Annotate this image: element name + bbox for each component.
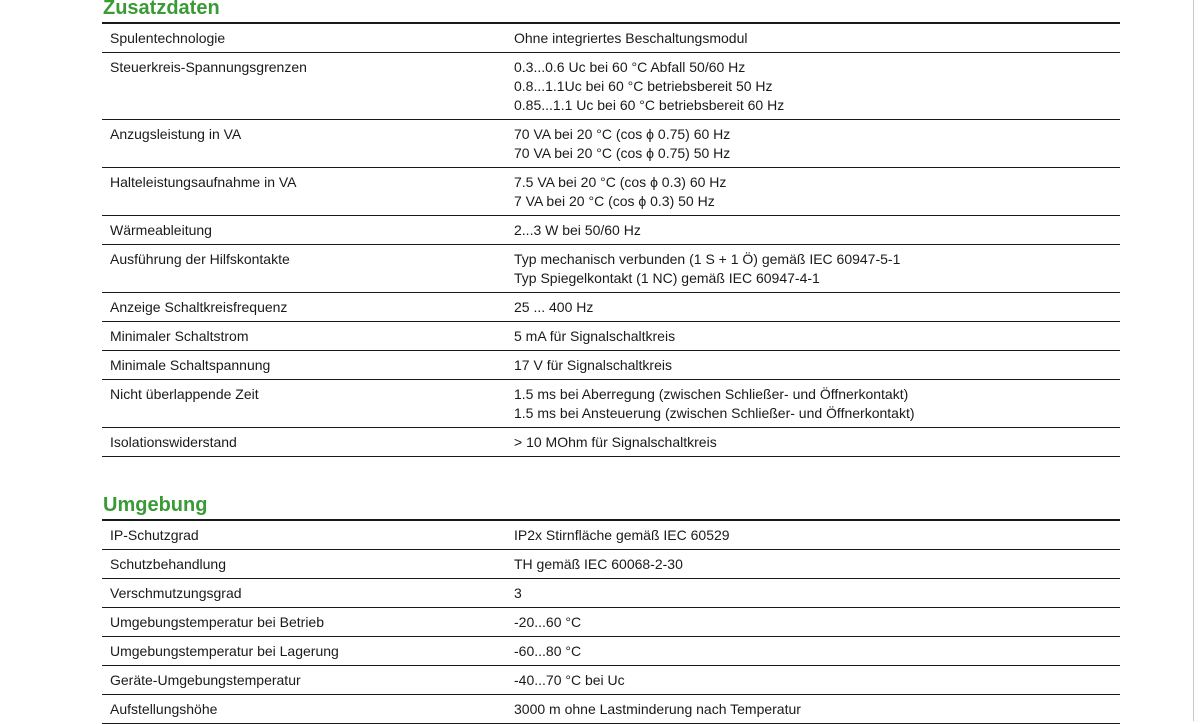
spec-label: Isolationswiderstand	[102, 428, 512, 457]
spec-label: Aufstellungshöhe	[102, 695, 512, 724]
spec-row	[102, 579, 1120, 608]
spec-label: Anzeige Schaltkreisfrequenz	[102, 293, 512, 322]
spec-value	[512, 608, 1120, 637]
spec-row	[102, 380, 1120, 428]
spec-value-line: 5 mA für Signalschaltkreis	[514, 328, 676, 344]
spec-value	[512, 293, 1120, 322]
spec-value	[512, 24, 1120, 53]
spec-row	[102, 168, 1120, 216]
spec-row	[102, 608, 1120, 637]
spec-row	[102, 521, 1120, 550]
spec-value	[512, 168, 1120, 216]
spec-value	[512, 428, 1120, 457]
spec-value-line: 70 VA bei 20 °C (cos ϕ 0.75) 60 Hz	[514, 126, 731, 142]
spec-label: Spulentechnologie	[102, 24, 512, 53]
spec-value-line: Typ Spiegelkontakt (1 NC) gemäß IEC 60947-4-1	[514, 270, 820, 286]
spec-label: Umgebungstemperatur bei Lagerung	[102, 637, 512, 666]
spec-value-line: 7 VA bei 20 °C (cos ϕ 0.3) 50 Hz	[514, 193, 715, 209]
spec-row	[102, 245, 1120, 293]
spec-label: Anzugsleistung in VA	[102, 120, 512, 168]
spec-value	[512, 351, 1120, 380]
spec-value	[512, 380, 1120, 428]
spec-value	[512, 695, 1120, 724]
spec-label: Halteleistungsaufnahme in VA	[102, 168, 512, 216]
spec-label: Nicht überlappende Zeit	[102, 380, 512, 428]
spec-row	[102, 216, 1120, 245]
spec-label: Umgebungstemperatur bei Betrieb	[102, 608, 512, 637]
spec-label: Schutzbehandlung	[102, 550, 512, 579]
spec-value-line: 1.5 ms bei Aberregung (zwischen Schließer- und Öffnerkontakt)	[514, 386, 909, 402]
spec-value-line: Ohne integriertes Beschaltungsmodul	[514, 30, 748, 46]
spec-table	[102, 24, 1120, 457]
spec-label: IP-Schutzgrad	[102, 521, 512, 550]
spec-value	[512, 53, 1120, 120]
spec-value	[512, 637, 1120, 666]
spec-value	[512, 579, 1120, 608]
spec-value-line: 3	[514, 585, 522, 601]
spec-label: Minimale Schaltspannung	[102, 351, 512, 380]
spec-row	[102, 666, 1120, 695]
spec-value	[512, 120, 1120, 168]
spec-value	[512, 666, 1120, 695]
spec-value-line: TH gemäß IEC 60068-2-30	[514, 556, 683, 572]
spec-value-line: 0.3...0.6 Uc bei 60 °C Abfall 50/60 Hz	[514, 59, 746, 75]
spec-value-line: 0.85...1.1 Uc bei 60 °C betriebsbereit 60 Hz	[514, 97, 785, 113]
spec-row	[102, 550, 1120, 579]
spec-row	[102, 293, 1120, 322]
spec-value	[512, 216, 1120, 245]
spec-value-line: -60...80 °C	[514, 643, 582, 659]
spec-value	[512, 322, 1120, 351]
spec-row	[102, 428, 1120, 457]
spec-table	[102, 521, 1120, 724]
spec-value-line: -40...70 °C bei Uc	[514, 672, 625, 688]
spec-value-line: -20...60 °C	[514, 614, 582, 630]
spec-row	[102, 120, 1120, 168]
spec-value-line: > 10 MOhm für Signalschaltkreis	[514, 434, 717, 450]
spec-value-line: 3000 m ohne Lastminderung nach Temperatur	[514, 701, 801, 717]
spec-value-line: 25 ... 400 Hz	[514, 299, 594, 315]
spec-value-line: 70 VA bei 20 °C (cos ϕ 0.75) 50 Hz	[514, 145, 731, 161]
section-title: Umgebung	[103, 494, 208, 516]
spec-label: Geräte-Umgebungstemperatur	[102, 666, 512, 695]
section-umgebung	[102, 494, 1120, 724]
spec-label: Verschmutzungsgrad	[102, 579, 512, 608]
spec-row	[102, 351, 1120, 380]
spec-value	[512, 521, 1120, 550]
spec-value	[512, 245, 1120, 293]
spec-label: Wärmeableitung	[102, 216, 512, 245]
spec-label: Ausführung der Hilfskontakte	[102, 245, 512, 293]
spec-value-line: 1.5 ms bei Ansteuerung (zwischen Schließer- und Öffnerkontakt)	[514, 405, 915, 421]
spec-row	[102, 637, 1120, 666]
spec-value	[512, 550, 1120, 579]
spec-value-line: 0.8...1.1Uc bei 60 °C betriebsbereit 50 Hz	[514, 78, 773, 94]
spec-value-line: 2...3 W bei 50/60 Hz	[514, 222, 641, 238]
spec-row	[102, 695, 1120, 724]
section-title: Zusatzdaten	[103, 0, 220, 19]
spec-label: Minimaler Schaltstrom	[102, 322, 512, 351]
spec-row	[102, 53, 1120, 120]
spec-row	[102, 322, 1120, 351]
spec-value-line: 17 V für Signalschaltkreis	[514, 357, 672, 373]
spec-value-line: 7.5 VA bei 20 °C (cos ϕ 0.3) 60 Hz	[514, 174, 727, 190]
section-zusatzdaten	[102, 0, 1120, 457]
spec-value-line: Typ mechanisch verbunden (1 S + 1 Ö) gemäß IEC 60947-5-1	[514, 251, 901, 267]
spec-row	[102, 24, 1120, 53]
spec-value-line: IP2x Stirnfläche gemäß IEC 60529	[514, 527, 730, 543]
spec-label: Steuerkreis-Spannungsgrenzen	[102, 53, 512, 120]
